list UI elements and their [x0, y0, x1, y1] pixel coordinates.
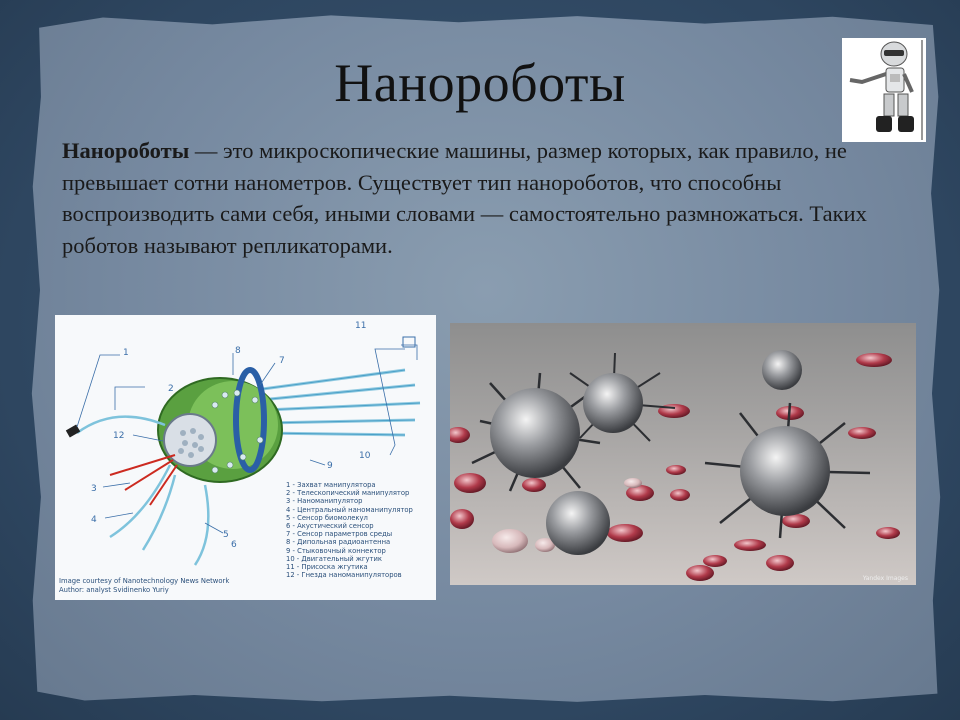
diagram-label-6: 6	[231, 540, 237, 550]
image-credit	[59, 577, 229, 594]
legend-item: 11 - Присоска жгутика	[286, 563, 368, 572]
diagram-label-5: 5	[223, 530, 229, 540]
legend-item: 10 - Двигательный жгутик	[286, 554, 382, 563]
legend-item: 3 - Наноманипулятор	[286, 497, 363, 506]
diagram-label-2: 2	[168, 384, 174, 394]
legend-item: 6 - Акустический сенсор	[286, 522, 374, 531]
diagram-label-12: 12	[113, 431, 125, 441]
robot-icon	[842, 38, 926, 142]
legend-item: 8 - Дипольная радиоантенна	[286, 538, 391, 547]
nanorobot-diagram	[55, 315, 436, 600]
legend-item: 9 - Стыковочный коннектор	[286, 546, 386, 555]
nanorobots-render-image	[450, 323, 916, 585]
diagram-label-4: 4	[91, 515, 97, 525]
description-paragraph	[62, 135, 892, 261]
diagram-label-7: 7	[279, 356, 285, 366]
diagram-label-9: 9	[327, 461, 333, 471]
diagram-label-8: 8	[235, 346, 241, 356]
credit-line: Author: analyst Svidinenko Yuriy	[59, 585, 169, 594]
bold-term: Нанороботы	[62, 138, 190, 163]
diagram-label-1: 1	[123, 348, 129, 358]
credit-line: Image courtesy of Nanotechnology News Network	[59, 577, 230, 585]
paragraph-text: — это микроскопические машины, размер которых, как правило, не превышает сотни нанометров. Существует тип нанороботов, что способны воспроизводить сами себя, иными словами — самостоятельно размножаться. Таких роботов называют репликаторами.	[62, 138, 867, 258]
legend-item: 4 - Центральный наноманипулятор	[286, 505, 413, 514]
diagram-label-3: 3	[91, 484, 97, 494]
legend-item: 5 - Сенсор биомолекул	[286, 513, 368, 522]
legend-item: 12 - Гнезда наноманипуляторов	[286, 571, 402, 580]
slide-title: Нанороботы	[334, 53, 626, 113]
diagram-label-10: 10	[359, 451, 371, 461]
legend-item: 1 - Захват манипулятора	[286, 481, 376, 489]
diagram-label-11: 11	[355, 321, 367, 331]
legend-item: 2 - Телескопический манипулятор	[286, 489, 410, 498]
watermark: Yandex Images	[862, 575, 908, 582]
legend-item: 7 - Сенсор параметров среды	[286, 530, 393, 539]
diagram-legend	[286, 481, 413, 579]
